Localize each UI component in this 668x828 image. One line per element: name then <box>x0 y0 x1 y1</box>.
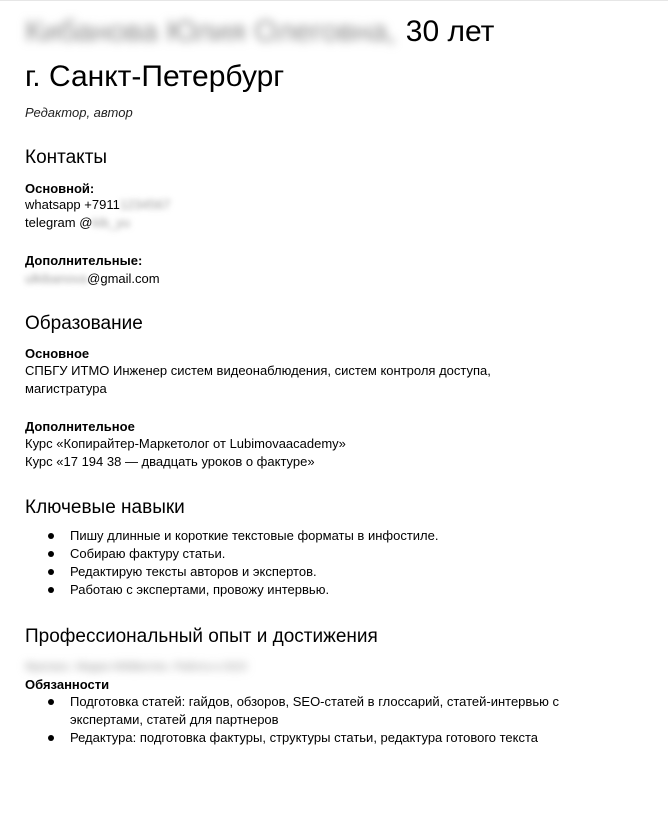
list-item: Пишу длинные и короткие текстовые форматы в инфостиле. <box>25 527 600 545</box>
position-blurred: Фриланс. Медиа Wildberries. Работа в 2023 <box>25 661 247 673</box>
education-main-text: СПБГУ ИТМО Инженер систем видеонаблюдения, систем контроля доступа, магистратура <box>25 363 491 396</box>
education-main-label: Основное <box>25 346 90 361</box>
position-line <box>25 657 247 676</box>
contacts-title: Контакты <box>25 147 108 168</box>
email-suffix: @gmail.com <box>87 271 160 286</box>
bullet-icon <box>48 551 54 557</box>
role: Редактор, автор <box>25 105 133 120</box>
list-item: Работаю с экспертами, провожу интервью. <box>25 581 600 599</box>
telegram-prefix: telegram @ <box>25 215 93 230</box>
email-line <box>25 270 160 288</box>
education-extra-label: Дополнительное <box>25 419 135 434</box>
top-divider <box>0 0 668 1</box>
course-1: Курс «Копирайтер-Маркетолог от Lubimovaacademy» <box>25 436 346 451</box>
duties-list <box>25 693 600 747</box>
telegram-blurred: kib_yu <box>92 215 130 230</box>
bullet-icon <box>48 735 54 741</box>
duties-label: Обязанности <box>25 677 110 692</box>
list-item: Редактура: подготовка фактуры, структуры статьи, редактура готового текста <box>25 729 600 747</box>
bullet-icon <box>48 587 54 593</box>
name-age-line <box>25 10 494 54</box>
whatsapp-line <box>25 196 170 214</box>
city: г. Санкт-Петербург <box>25 60 285 93</box>
name-blurred: Кибанова Юлия Олеговна, <box>25 15 396 48</box>
whatsapp-prefix: whatsapp +7911 <box>25 197 120 212</box>
bullet-icon <box>48 699 54 705</box>
telegram-line <box>25 214 130 232</box>
whatsapp-blurred: 1234567 <box>119 197 171 212</box>
experience-title: Профессиональный опыт и достижения <box>25 626 378 647</box>
list-item: Собираю фактуру статьи. <box>25 545 600 563</box>
email-blurred: ulkibanova <box>25 271 88 286</box>
contacts-main-label: Основной: <box>25 181 95 196</box>
list-item: Подготовка статей: гайдов, обзоров, SEO-статей в глоссарий, статей-интервью с экспертами, статей для партнеров <box>25 693 600 729</box>
course-2: Курс «17 194 38 — двадцать уроков о фактуре» <box>25 454 315 469</box>
list-item: Редактирую тексты авторов и экспертов. <box>25 563 600 581</box>
education-title: Образование <box>25 313 143 334</box>
skills-title: Ключевые навыки <box>25 497 185 518</box>
skills-list <box>25 527 600 599</box>
bullet-icon <box>48 569 54 575</box>
bullet-icon <box>48 533 54 539</box>
contacts-extra-label: Дополнительные: <box>25 253 143 268</box>
age: 30 лет <box>405 15 495 48</box>
